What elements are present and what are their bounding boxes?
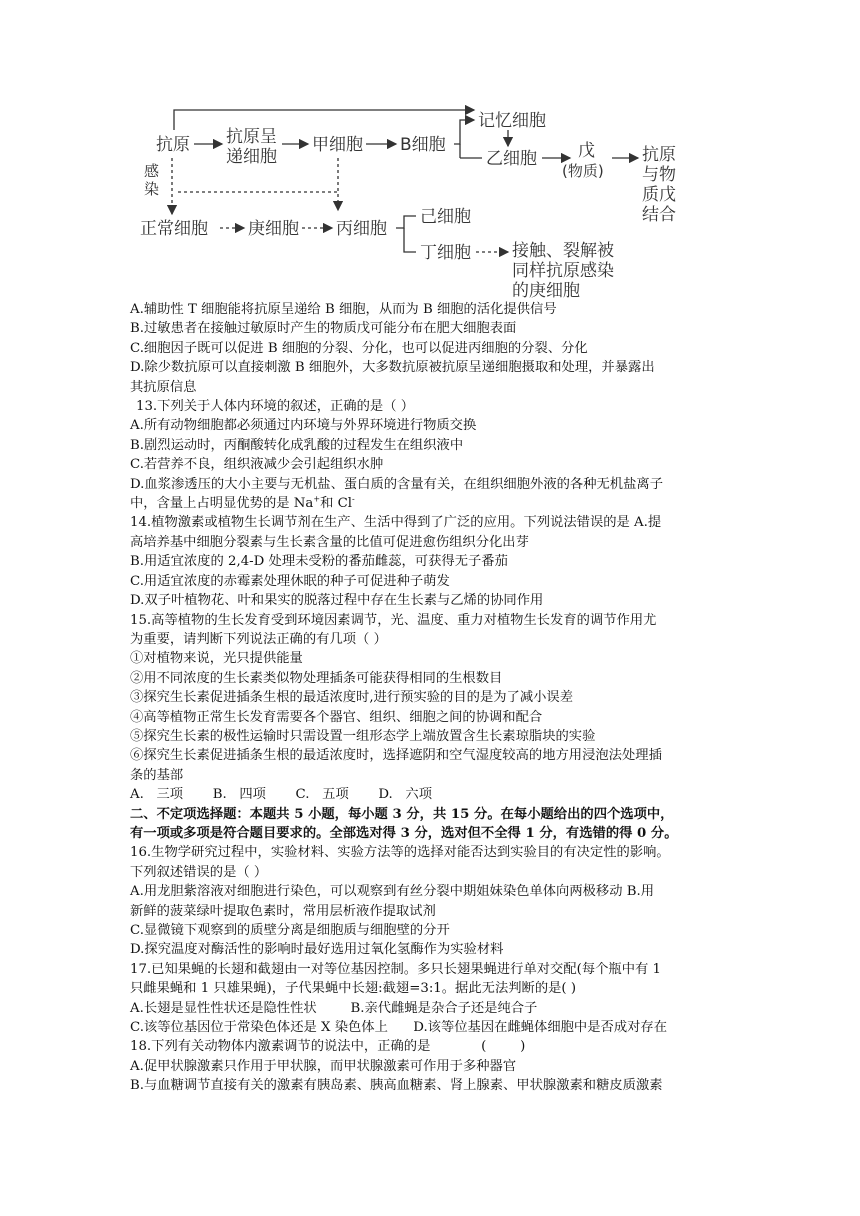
infect-label-1: 感 <box>144 162 160 180</box>
question-content <box>130 300 732 1096</box>
jia-cell-label: 甲细胞 <box>312 135 363 155</box>
geng-cell-label: 庚细胞 <box>248 219 299 239</box>
q13-option-c: C.若营养不良，组织液减少会引起组织水肿 <box>130 457 384 473</box>
q14-stem-1: 14.植物激素或植物生长调节剂在生产、生活中得到了广泛的应用。下列说法错误的是 A.提 <box>130 515 662 531</box>
wu-label-1: 戊 <box>578 141 595 161</box>
q14-option-d: D.双子叶植物花、叶和果实的脱落过程中存在生长素与乙烯的协同作用 <box>130 593 544 609</box>
contact-label-2: 同样抗原感染 <box>512 261 614 281</box>
q17-options-cd: C.该等位基因位于常染色体还是 X 染色体上 D.该等位基因在雌蝇体细胞中是否成对存在 <box>130 1020 668 1036</box>
q13-d2-text: 中，含量上占明显优势的是 Na <box>130 496 314 512</box>
q12-option-a: A.辅助性 T 细胞能将抗原呈递给 B 细胞，从而为 B 细胞的活化提供信号 <box>130 302 557 317</box>
q16-option-a-1: A.用龙胆紫溶液对细胞进行染色，可以观察到有丝分裂中期姐妹染色单体向两极移动 B.用 <box>130 884 655 900</box>
q15-item-3: ③探究生长素促进插条生根的最适浓度时,进行预实验的目的是为了减小误差 <box>130 690 574 706</box>
combine-label-4: 结合 <box>642 205 676 225</box>
q18-option-b: B.与血糖调节直接有关的激素有胰岛素、胰高血糖素、肾上腺素、甲状腺激素和糖皮质激素 <box>130 1078 663 1094</box>
q13-option-a: A.所有动物细胞都必须通过内环境与外界环境进行物质交换 <box>130 418 477 434</box>
q15-stem-1: 15.高等植物的生长发育受到环境因素调节，光、温度、重力对植物生长发育的调节作用尤 <box>130 612 657 628</box>
combine-label-3: 质戊 <box>642 185 676 205</box>
bing-cell-label: 丙细胞 <box>336 219 387 239</box>
q16-option-c: C.显微镜下观察到的质壁分离是细胞质与细胞壁的分开 <box>130 923 450 938</box>
q13-option-d-1: D.血浆渗透压的大小主要与无机盐、蛋白质的含量有关，在组织细胞外液的各种无机盐离子 <box>130 476 663 492</box>
q17-stem-2: 只雌果蝇和 1 只雄果蝇)，子代果蝇中长翅:截翅=3:1。据此无法判断的是( ) <box>130 981 577 997</box>
apc-label-2: 递细胞 <box>226 147 277 167</box>
q17-options-ab: A.长翅是显性性状还是隐性性状 B.亲代雌蝇是杂合子还是纯合子 <box>130 1000 538 1016</box>
q15-item-1: ①对植物来说，光只提供能量 <box>130 651 303 667</box>
q13-cl-charge: - <box>352 494 355 504</box>
section2-heading-2: 有一项或多项是符合题目要求的。全部选对得 3 分，选对但不全得 1 分，有选错的得 0 分。 <box>130 825 678 841</box>
apc-label-1: 抗原呈 <box>226 127 277 147</box>
q18-option-a: A.促甲状腺激素只作用于甲状腺，而甲状腺激素可作用于多种器官 <box>130 1058 517 1074</box>
combine-label-1: 抗原 <box>642 145 676 165</box>
q14-option-b: B.用适宜浓度的 2,4-D 处理未受粉的番茄雌蕊，可获得无子番茄 <box>130 554 508 570</box>
q13-option-b: B.剧烈运动时，丙酮酸转化成乳酸的过程发生在组织液中 <box>130 437 464 453</box>
q15-stem-2: 为重要，请判断下列说法正确的有几项（ ） <box>130 631 387 647</box>
b-cell-label: B细胞 <box>400 135 446 155</box>
q15-item-2: ②用不同浓度的生长素类似物处理插条可能获得相同的生根数目 <box>130 670 503 686</box>
q17-stem-1: 17.已知果蝇的长翅和截翅由一对等位基因控制。多只长翅果蝇进行单对交配(每个瓶中有 1 <box>130 961 662 977</box>
q13-na-charge: + <box>313 494 321 504</box>
ji-cell-label: 己细胞 <box>420 207 471 227</box>
immune-diagram <box>130 100 690 305</box>
wu-label-2: (物质) <box>562 162 604 180</box>
q12-option-c: C.细胞因子既可以促进 B 细胞的分裂、分化，也可以促进丙细胞的分裂、分化 <box>130 340 588 356</box>
yi-cell-label: 乙细胞 <box>486 149 537 169</box>
q12-option-d-2: 其抗原信息 <box>130 379 197 395</box>
q15-item-6-2: 条的基部 <box>130 767 184 783</box>
q16-stem-2: 下列叙述错误的是（ ） <box>130 864 268 880</box>
q12-option-b: B.过敏患者在接触过敏原时产生的物质戊可能分布在肥大细胞表面 <box>130 321 517 337</box>
q13-option-d-2 <box>130 494 732 513</box>
q12-option-d-1: D.除少数抗原可以直接刺激 B 细胞外，大多数抗原被抗原呈递细胞摄取和处理，并暴露出 <box>130 360 655 376</box>
q16-stem-1: 16.生物学研究过程中，实验材料、实验方法等的选择对能否达到实验目的有决定性的影响。 <box>130 845 670 861</box>
q14-option-c: C.用适宜浓度的赤霉素处理休眠的种子可促进种子萌发 <box>130 573 450 589</box>
infect-label-2: 染 <box>144 180 160 198</box>
q16-option-d: D.探究温度对酶活性的影响时最好选用过氧化氢酶作为实验材料 <box>130 942 504 958</box>
section2-heading-1: 二、不定项选择题：本题共 5 小题，每小题 3 分，共 15 分。在每小题给出的四个选项中， <box>130 806 674 822</box>
combine-label-2: 与物 <box>642 165 676 185</box>
normal-cell-label: 正常细胞 <box>140 219 208 239</box>
ding-cell-label: 丁细胞 <box>420 243 471 263</box>
q14-stem-2: 高培养基中细胞分裂素与生长素含量的比值可促进愈伤组织分化出芽 <box>130 534 529 550</box>
q16-option-a-2: 新鲜的菠菜绿叶提取色素时，常用层析液作提取试剂 <box>130 903 436 919</box>
contact-label-3: 的庚细胞 <box>512 281 580 301</box>
q18-stem: 18.下列有关动物体内激素调节的说法中，正确的是 ( ) <box>130 1039 526 1055</box>
q15-options: A. 三项 B. 四项 C. 五项 D. 六项 <box>130 787 433 803</box>
antigen-label: 抗原 <box>156 135 190 155</box>
q15-item-5: ⑤探究生长素的极性运输时只需设置一组形态学上端放置含生长素琼脂块的实验 <box>130 728 596 744</box>
contact-label-1: 接触、裂解被 <box>512 241 614 261</box>
memory-cell-label: 记忆细胞 <box>478 111 546 131</box>
q13-stem: 13.下列关于人体内环境的叙述，正确的是（ ） <box>136 399 415 415</box>
q15-item-6-1: ⑥探究生长素促进插条生根的最适浓度时，选择遮阴和空气湿度较高的地方用浸泡法处理插 <box>130 748 662 764</box>
q15-item-4: ④高等植物正常生长发育需要各个器官、组织、细胞之间的协调和配合 <box>130 709 543 725</box>
q13-d2-mid: 和 Cl <box>320 496 353 512</box>
